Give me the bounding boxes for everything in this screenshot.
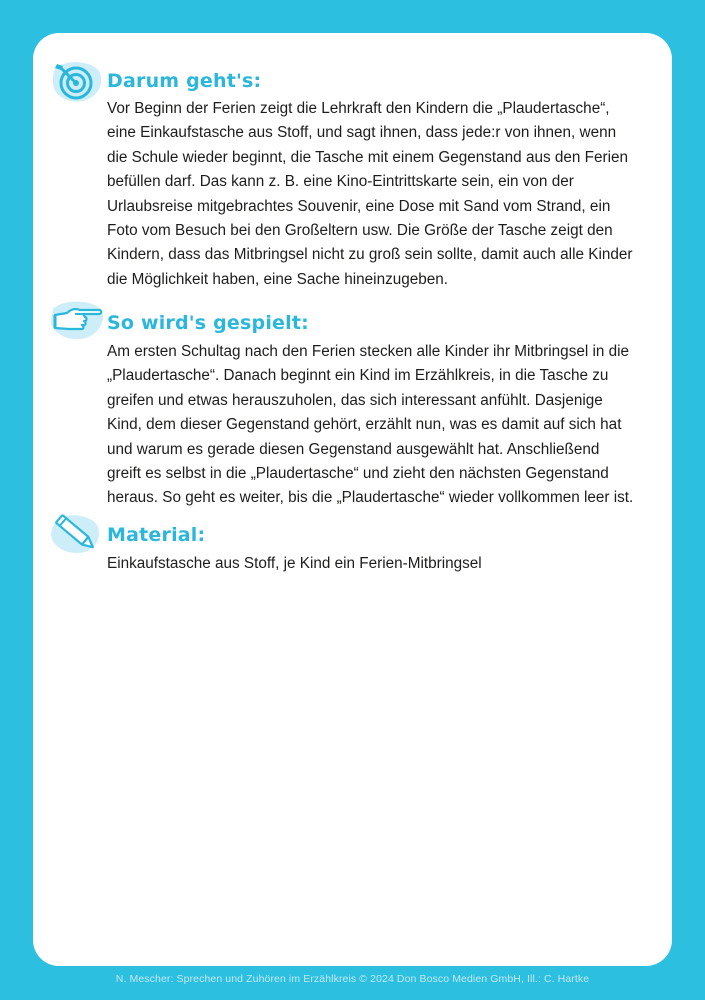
section-text-spiel: Am ersten Schultag nach den Ferien stecken alle Kinder ihr Mitbringsel in die „Plaudertasche“. Danach beginnt ein Kind im Erzählkreis, in die Tasche zu greifen und etwas herauszuholen, das sich interessant anfühlt. Dasjenige Kind, dem dieser Gegenstand gehört, erzählt nun, was es damit auf sich hat und warum es gerade diesen Gegenstand ausgewählt hat. Anschließend greift es selbst in die „Plaudertasche“ und zieht den nächsten Gegenstand heraus. So geht es weiter, bis die „Plaudertasche“ wieder vollkommen leer ist. — [107, 343, 634, 507]
section-text-material: Einkaufstasche aus Stoff, je Kind ein Ferien-Mitbringsel — [107, 555, 482, 572]
copyright-footer: N. Mescher: Sprechen und Zuhören im Erzählkreis © 2024 Don Bosco Medien GmbH, Ill.: C. Hartke — [115, 973, 590, 985]
section-heading-darum: Darum geht's: — [107, 70, 262, 92]
pointing-hand-icon — [47, 295, 105, 343]
pencil-icon — [47, 509, 105, 557]
section-heading-material: Material: — [107, 524, 206, 546]
section-text-darum: Vor Beginn der Ferien zeigt die Lehrkraft den Kindern die „Plaudertasche“, eine Einkaufstasche aus Stoff, und sagt ihnen, dass jede:r von ihnen, wenn die Schule wieder beginnt, die Tasche mit einem Gegenstand aus den Ferien befüllen darf. Das kann z. B. eine Kino-Eintrittskarte sein, ein von der Urlaubsreise mitgebrachtes Souvenir, eine Dose mit Sand vom Strand, ein Foto vom Besuch bei den Großeltern usw. Die Größe der Tasche zeigt den Kindern, dass das Mitbringsel nicht zu groß sein sollte, damit auch alle Kinder die Möglichkeit haben, eine Sache hineinzugeben. — [107, 100, 633, 288]
target-icon — [47, 57, 105, 105]
content-card — [33, 33, 672, 966]
section-heading-spiel: So wird's gespielt: — [107, 312, 309, 334]
